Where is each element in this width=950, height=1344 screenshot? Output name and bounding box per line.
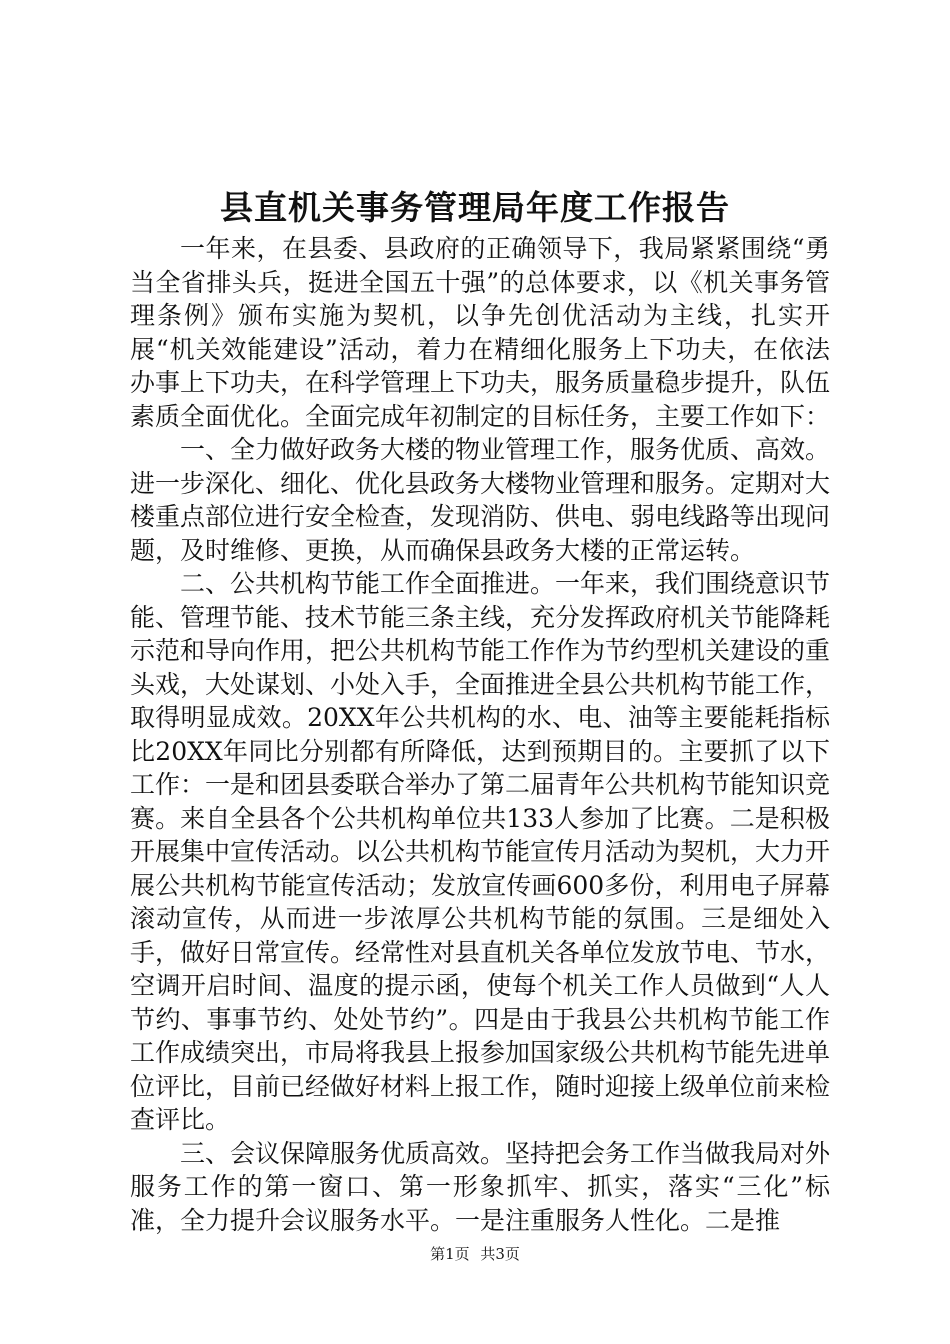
paragraph-intro: 一年来，在县委、县政府的正确领导下，我局紧紧围绕“勇当全省排头兵，挺进全国五十强”的总体要求，以《机关事务管理条例》颁布实施为契机，以争先创优活动为主线，扎实开展“机关效能建设”活动，着力在精细化服务上下功夫，在依法办事上下功夫，在科学管理上下功夫，服务质量稳步提升，队伍素质全面优化。全面完成年初制定的目标任务，主要工作如下： bbox=[130, 234, 831, 431]
page-total: 共3页 bbox=[480, 1245, 520, 1263]
document-body bbox=[130, 232, 830, 1237]
paragraph-section-1: 一、全力做好政务大楼的物业管理工作，服务优质、高效。进一步深化、细化、优化县政务大楼物业管理和服务。定期对大楼重点部位进行安全检查，发现消防、供电、弱电线路等出现问题，及时维修、更换，从而确保县政务大楼的正常运转。 bbox=[130, 435, 831, 565]
paragraph-section-3: 三、会议保障服务优质高效。坚持把会务工作当做我局对外服务工作的第一窗口、第一形象抓牢、抓实，落实“三化”标准，全力提升会议服务水平。一是注重服务人性化。二是推 bbox=[130, 1138, 831, 1235]
document-title: 县直机关事务管理局年度工作报告 bbox=[220, 188, 730, 227]
paragraph-section-2: 二、公共机构节能工作全面推进。一年来，我们围绕意识节能、管理节能、技术节能三条主线，充分发挥政府机关节能降耗示范和导向作用，把公共机构节能工作作为节约型机关建设的重头戏，大处谋划、小处入手，全面推进全县公共机构节能工作，取得明显成效。20XX年公共机构的水、电、油等主要能耗指标比20XX年同比分别都有所降低，达到预期目的。主要抓了以下工作：一是和团县委联合举办了第二届青年公共机构节能知识竞赛。来自全县各个公共机构单位共133人参加了比赛。二是积极开展集中宣传活动。以公共机构节能宣传月活动为契机，大力开展公共机构节能宣传活动；发放宣传画600多份，利用电子屏幕滚动宣传，从而进一步浓厚公共机构节能的氛围。三是细处入手，做好日常宣传。经常性对县直机关各单位发放节电、节水，空调开启时间、温度的提示函，使每个机关工作人员做到“人人节约、事事节约、处处节约”。四是由于我县公共机构节能工作工作成绩突出，市局将我县上报参加国家级公共机构节能先进单位评比，目前已经做好材料上报工作，随时迎接上级单位前来检查评比。 bbox=[130, 569, 831, 1134]
page-footer bbox=[0, 1244, 950, 1264]
page-number: 第1页 bbox=[430, 1245, 470, 1263]
